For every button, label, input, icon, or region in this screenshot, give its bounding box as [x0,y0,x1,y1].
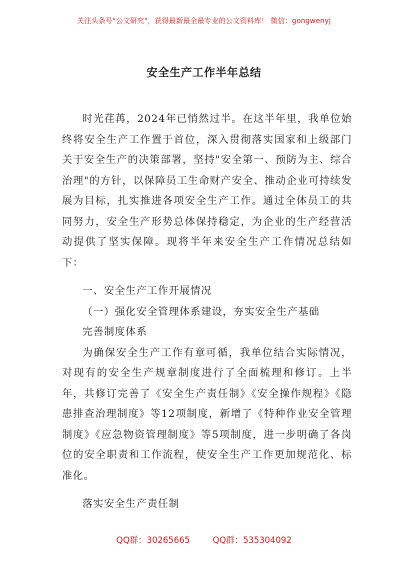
qq-group-2[interactable]: QQ群：535304092 [212,536,292,546]
footer-qq-groups [0,534,408,546]
document-title: 安全生产工作半年总结 [146,66,262,79]
header-note[interactable]: 关注头条号"公文研究"，获得最新最全最专业的公文资料库！ 微信：gongwenyj [77,17,331,25]
qq-group-1[interactable]: QQ群：30265665 [116,536,190,546]
subsection-heading: （一）强化安全管理体系建设，夯实安全生产基础 [82,306,320,318]
intro-paragraph: 时光荏苒，2024年已悄然过半。在这半年里，我单位始终将安全生产工作置于首位，深入贯彻落实国家和上级部门关于安全生产的决策部署，坚持"安全第一、预防为主、综合治理"的方针，以保障员工生命财产安全、推动企业可持续发展为目标，扎实推进各项安全生产工作。通过全体员工的共同努力，安全生产形势总体保持稳定，为企业的生产经营活动提供了坚实保障。现将半年来安全生产工作情况总结如下： [62,114,352,269]
item-heading: 完善制度体系 [82,327,148,338]
document-body [62,110,352,516]
section-heading: 一、安全生产工作开展情况 [82,286,212,297]
item-paragraph: 为确保安全生产工作有章可循，我单位结合实际情况，对现有的安全生产规章制度进行了全面梳理和修订。上半年，共修订完善了《安全生产责任制》《安全操作规程》《隐患排查治理制度》等12项制度，新增了《特种作业安全管理制度》《应急物资管理制度》等5项制度，进一步明确了各岗位的安全职责和工作流程，使安全生产工作更加规范化、标准化。 [62,347,352,482]
spacer [62,487,352,495]
item-heading: 落实安全生产责任制 [82,499,180,510]
spacer [62,274,352,282]
